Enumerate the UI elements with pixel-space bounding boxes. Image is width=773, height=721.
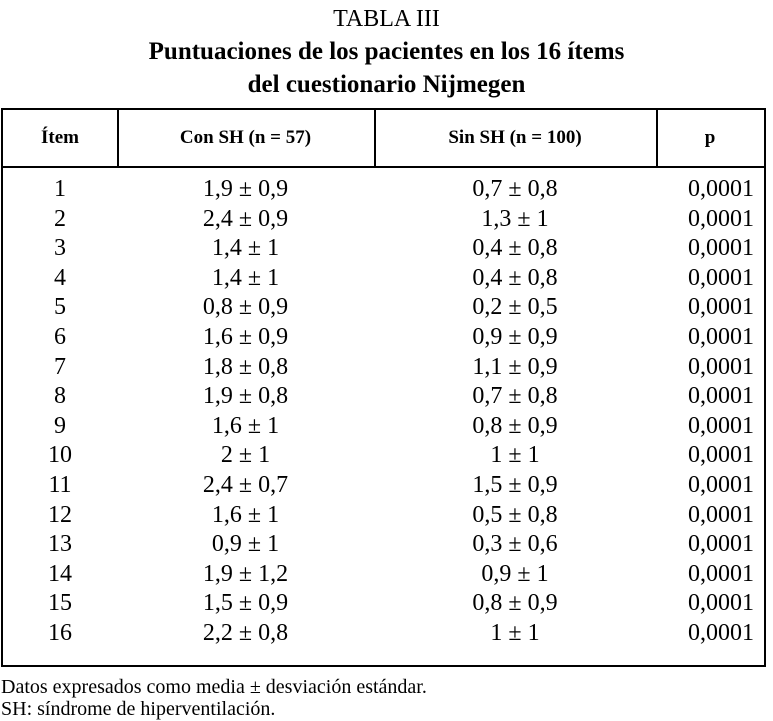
cell-item: 4 <box>54 264 66 291</box>
cell-sin-sh: 0,3 ± 0,6 <box>472 531 558 558</box>
cell-con-sh: 2,2 ± 0,8 <box>202 620 289 646</box>
table-row <box>3 471 764 501</box>
cell-p: 0,0001 <box>688 501 754 528</box>
cell-p: 0,0001 <box>688 531 754 558</box>
header-item: Ítem <box>41 127 79 148</box>
cell-sin-sh: 0,5 ± 0,8 <box>472 501 558 528</box>
cell-con-sh: 1,4 ± 1 <box>211 264 280 291</box>
footnote-data-format: Datos expresados como media ± desviación estándar. <box>1 676 427 698</box>
cell-sin-sh: 0,8 ± 0,9 <box>472 412 558 439</box>
cell-sin-sh: 1 ± 1 <box>490 620 540 646</box>
table-row <box>3 175 764 205</box>
cell-item: 5 <box>54 294 66 321</box>
header-sin-sh: Sin SH (n = 100) <box>448 127 582 148</box>
footnote-abbreviation: SH: síndrome de hiperventilación. <box>1 698 276 720</box>
results-table <box>1 108 766 667</box>
cell-sin-sh: 0,9 ± 1 <box>481 560 549 587</box>
cell-p: 0,0001 <box>688 176 754 202</box>
cell-p: 0,0001 <box>688 412 754 439</box>
cell-item: 9 <box>54 412 66 439</box>
table-row <box>3 264 764 294</box>
cell-con-sh: 1,8 ± 0,8 <box>202 353 289 380</box>
cell-con-sh: 1,6 ± 1 <box>211 501 280 528</box>
cell-con-sh: 1,9 ± 0,9 <box>202 176 289 202</box>
cell-p: 0,0001 <box>688 294 754 321</box>
cell-sin-sh: 0,4 ± 0,8 <box>472 264 558 291</box>
table-row <box>3 501 764 531</box>
cell-p: 0,0001 <box>688 472 754 498</box>
table-row <box>3 560 764 590</box>
cell-item: 2 <box>54 205 66 232</box>
cell-con-sh: 1,9 ± 0,8 <box>202 383 289 410</box>
table-row <box>3 205 764 235</box>
cell-item: 15 <box>48 590 72 617</box>
table-row <box>3 353 764 383</box>
table-title-line-1: Puntuaciones de los pacientes en los 16 ítems <box>148 38 625 65</box>
cell-p: 0,0001 <box>688 205 754 232</box>
cell-item: 12 <box>48 501 72 528</box>
cell-sin-sh: 0,8 ± 0,9 <box>472 590 558 617</box>
table-row <box>3 323 764 353</box>
cell-sin-sh: 1,3 ± 1 <box>481 205 549 232</box>
cell-item: 11 <box>48 472 72 498</box>
table-row <box>3 293 764 323</box>
cell-item: 6 <box>54 324 66 350</box>
cell-con-sh: 1,5 ± 0,9 <box>202 590 289 617</box>
cell-con-sh: 0,9 ± 1 <box>211 531 280 558</box>
table-row <box>3 382 764 412</box>
cell-item: 3 <box>54 235 66 262</box>
cell-item: 13 <box>48 531 72 558</box>
table-row <box>3 441 764 471</box>
table-label: TABLA III <box>333 6 440 32</box>
table-title-line-2: del cuestionario Nijmegen <box>247 71 526 98</box>
cell-sin-sh: 0,7 ± 0,8 <box>472 383 558 410</box>
cell-sin-sh: 0,2 ± 0,5 <box>472 294 558 321</box>
cell-p: 0,0001 <box>688 383 754 410</box>
table-row <box>3 412 764 442</box>
cell-sin-sh: 1,5 ± 0,9 <box>472 472 558 498</box>
cell-p: 0,0001 <box>688 324 754 350</box>
cell-p: 0,0001 <box>688 442 754 469</box>
cell-p: 0,0001 <box>688 235 754 262</box>
cell-con-sh: 0,8 ± 0,9 <box>202 294 289 321</box>
cell-p: 0,0001 <box>688 590 754 617</box>
cell-item: 7 <box>54 353 66 380</box>
table-row <box>3 234 764 264</box>
cell-con-sh: 2,4 ± 0,7 <box>202 472 289 498</box>
cell-item: 8 <box>54 383 66 410</box>
cell-con-sh: 1,4 ± 1 <box>211 235 280 262</box>
cell-con-sh: 2,4 ± 0,9 <box>202 205 289 232</box>
table-row <box>3 619 764 649</box>
cell-p: 0,0001 <box>688 264 754 291</box>
header-bottom-rule <box>3 166 764 168</box>
cell-p: 0,0001 <box>688 560 754 587</box>
header-p: p <box>704 127 716 148</box>
cell-item: 1 <box>54 176 66 202</box>
cell-item: 10 <box>48 442 72 469</box>
cell-sin-sh: 1,1 ± 0,9 <box>472 353 558 380</box>
cell-con-sh: 1,9 ± 1,2 <box>202 560 289 587</box>
cell-con-sh: 1,6 ± 1 <box>211 412 280 439</box>
cell-item: 14 <box>48 560 72 587</box>
cell-sin-sh: 0,9 ± 0,9 <box>472 324 558 350</box>
table-row <box>3 589 764 619</box>
cell-item: 16 <box>48 620 72 646</box>
table-row <box>3 530 764 560</box>
cell-p: 0,0001 <box>688 620 754 646</box>
cell-con-sh: 2 ± 1 <box>220 442 271 469</box>
cell-sin-sh: 0,4 ± 0,8 <box>472 235 558 262</box>
cell-con-sh: 1,6 ± 0,9 <box>202 324 289 350</box>
cell-sin-sh: 0,7 ± 0,8 <box>472 176 558 202</box>
cell-sin-sh: 1 ± 1 <box>490 442 540 469</box>
header-con-sh: Con SH (n = 57) <box>179 127 312 148</box>
cell-p: 0,0001 <box>688 353 754 380</box>
